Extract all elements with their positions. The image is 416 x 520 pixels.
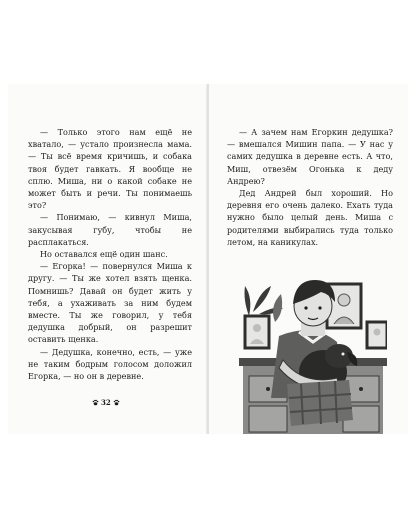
right-page xyxy=(209,84,408,434)
right-page-text xyxy=(227,126,393,248)
paragraph: — Понимаю, — кивнул Миша, закусывая губу, чтобы не расплакаться. xyxy=(28,212,192,247)
paragraph: Дед Андрей был хороший. Но деревня его очень далеко. Ехать туда нужно было целый день. Миша с родителями выбирались туда только летом, на каникулах. xyxy=(227,188,393,247)
blanket xyxy=(287,380,353,426)
page-number xyxy=(92,398,120,407)
paragraph: — Только этого нам ещё не хватало, — устало произнесла мама. — Ты всё время кричишь, и собака твоя будет гавкать. Я вообще не сплю. Миша, ни о какой собаке не может быть и речи. Ты понимаешь это? xyxy=(28,127,192,211)
paragraph: — Егорка! — повернулся Миша к другу. — Ты же хотел взять щенка. Помнишь? Давай он будет жить у тебя, а ухаживать за ним будем вместе. Ты же говорил, у тебя дедушка добрый, он разрешит оставить щенка. xyxy=(28,261,192,345)
paw-print-icon xyxy=(113,399,120,406)
page-number-text: 32 xyxy=(101,398,111,407)
paragraph: — А зачем нам Егоркин дедушка? — вмешался Мишин папа. — У нас у самих дедушка в деревне есть. А что, Миш, отвезём Огонька к деду Андрею? xyxy=(227,127,393,186)
paw-print-icon xyxy=(92,399,99,406)
left-page xyxy=(8,84,207,434)
paragraph: — Дедушка, конечно, есть, — уже не таким бодрым голосом доложил Егорка, — но он в деревне. xyxy=(28,346,192,382)
paragraph: Но оставался ещё один шанс. xyxy=(40,249,168,260)
boy-hugging-dog-illustration xyxy=(239,272,387,434)
left-page-text xyxy=(28,126,192,382)
